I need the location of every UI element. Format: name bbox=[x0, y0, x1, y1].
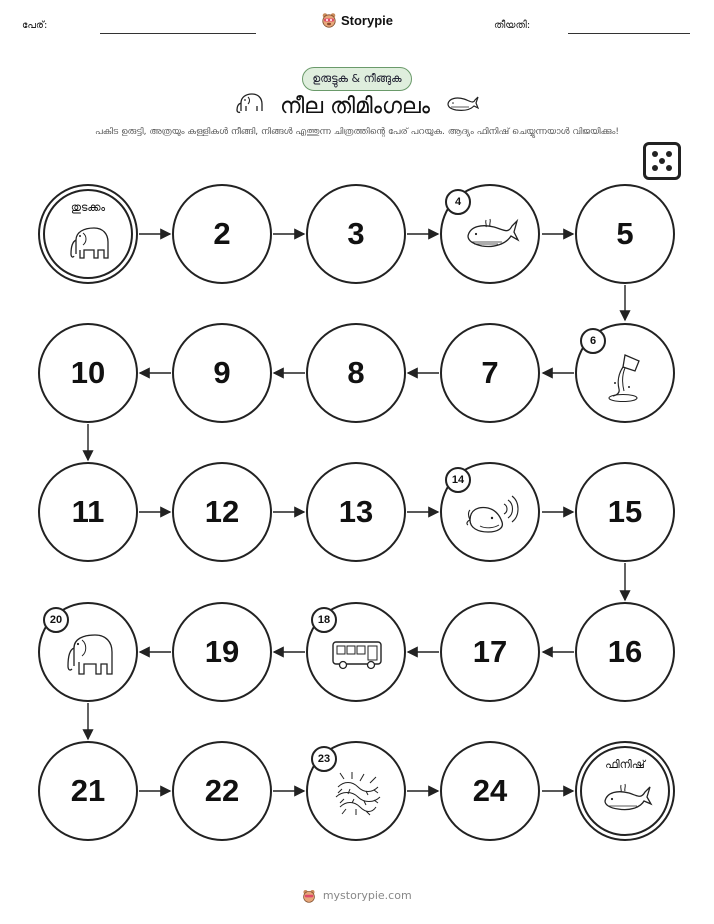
footer bbox=[0, 889, 714, 903]
cell-badge: 23 bbox=[311, 746, 337, 772]
cell-badge: 4 bbox=[445, 189, 471, 215]
activity-tag-text: ഉരുട്ടുക & നീങ്ങുക bbox=[302, 67, 411, 91]
cell-badge: 14 bbox=[445, 467, 471, 493]
board-cell-start bbox=[38, 184, 138, 284]
board-cell-18 bbox=[306, 602, 406, 702]
cell-badge: 6 bbox=[580, 328, 606, 354]
board-cell-22: 22 bbox=[172, 741, 272, 841]
whale-icon bbox=[601, 781, 653, 819]
title-text: നീല തിമിംഗലം bbox=[280, 94, 430, 119]
board-cell-11: 11 bbox=[38, 462, 138, 562]
storypie-mascot-icon bbox=[302, 889, 316, 903]
water-pouring-icon bbox=[605, 351, 649, 405]
krill-icon bbox=[330, 767, 386, 819]
board-cell-20 bbox=[38, 602, 138, 702]
bus-icon bbox=[330, 638, 386, 672]
board-cell-21: 21 bbox=[38, 741, 138, 841]
elephant-icon bbox=[64, 630, 120, 680]
cell-badge: 18 bbox=[311, 607, 337, 633]
board-cell-3: 3 bbox=[306, 184, 406, 284]
board-cell-2: 2 bbox=[172, 184, 272, 284]
footer-url[interactable]: mystorypie.com bbox=[322, 889, 412, 902]
board-cell-8: 8 bbox=[306, 323, 406, 423]
cell-badge: 20 bbox=[43, 607, 69, 633]
board-cell-17: 17 bbox=[440, 602, 540, 702]
whale-icon bbox=[464, 216, 520, 256]
whale-sound-icon bbox=[466, 490, 520, 538]
date-label: തീയതി: bbox=[494, 20, 531, 31]
board-cell-23 bbox=[306, 741, 406, 841]
board-cell-7: 7 bbox=[440, 323, 540, 423]
board-cell-16: 16 bbox=[575, 602, 675, 702]
elephant-icon bbox=[68, 224, 114, 264]
board-cell-9: 9 bbox=[172, 323, 272, 423]
board-cell-19: 19 bbox=[172, 602, 272, 702]
board-cell-24: 24 bbox=[440, 741, 540, 841]
board-cell-10: 10 bbox=[38, 323, 138, 423]
board-cell-finish bbox=[575, 741, 675, 841]
finish-label: ഫിനിഷ് bbox=[605, 758, 645, 771]
board-cell-15: 15 bbox=[575, 462, 675, 562]
brand-name: Storypie bbox=[340, 12, 393, 28]
board-cell-4 bbox=[440, 184, 540, 284]
start-label: തുടക്കം bbox=[70, 201, 106, 214]
board-cell-13: 13 bbox=[306, 462, 406, 562]
board-cell-14 bbox=[440, 462, 540, 562]
instructions: പകിട ഉരുട്ടി, അത്രയും കള്ളികൾ നീങ്ങി, നിങ്ങൾ എത്തുന്ന ചിത്രത്തിന്റെ പേര് പറയുക. ആദ്യം ഫിനിഷ് ചെയ്യുന്നയാൾ വിജയിക്കും! bbox=[95, 127, 619, 137]
board-cell-5: 5 bbox=[575, 184, 675, 284]
name-label: പേര്: bbox=[22, 20, 48, 31]
board-cell-12: 12 bbox=[172, 462, 272, 562]
board-cell-6 bbox=[575, 323, 675, 423]
